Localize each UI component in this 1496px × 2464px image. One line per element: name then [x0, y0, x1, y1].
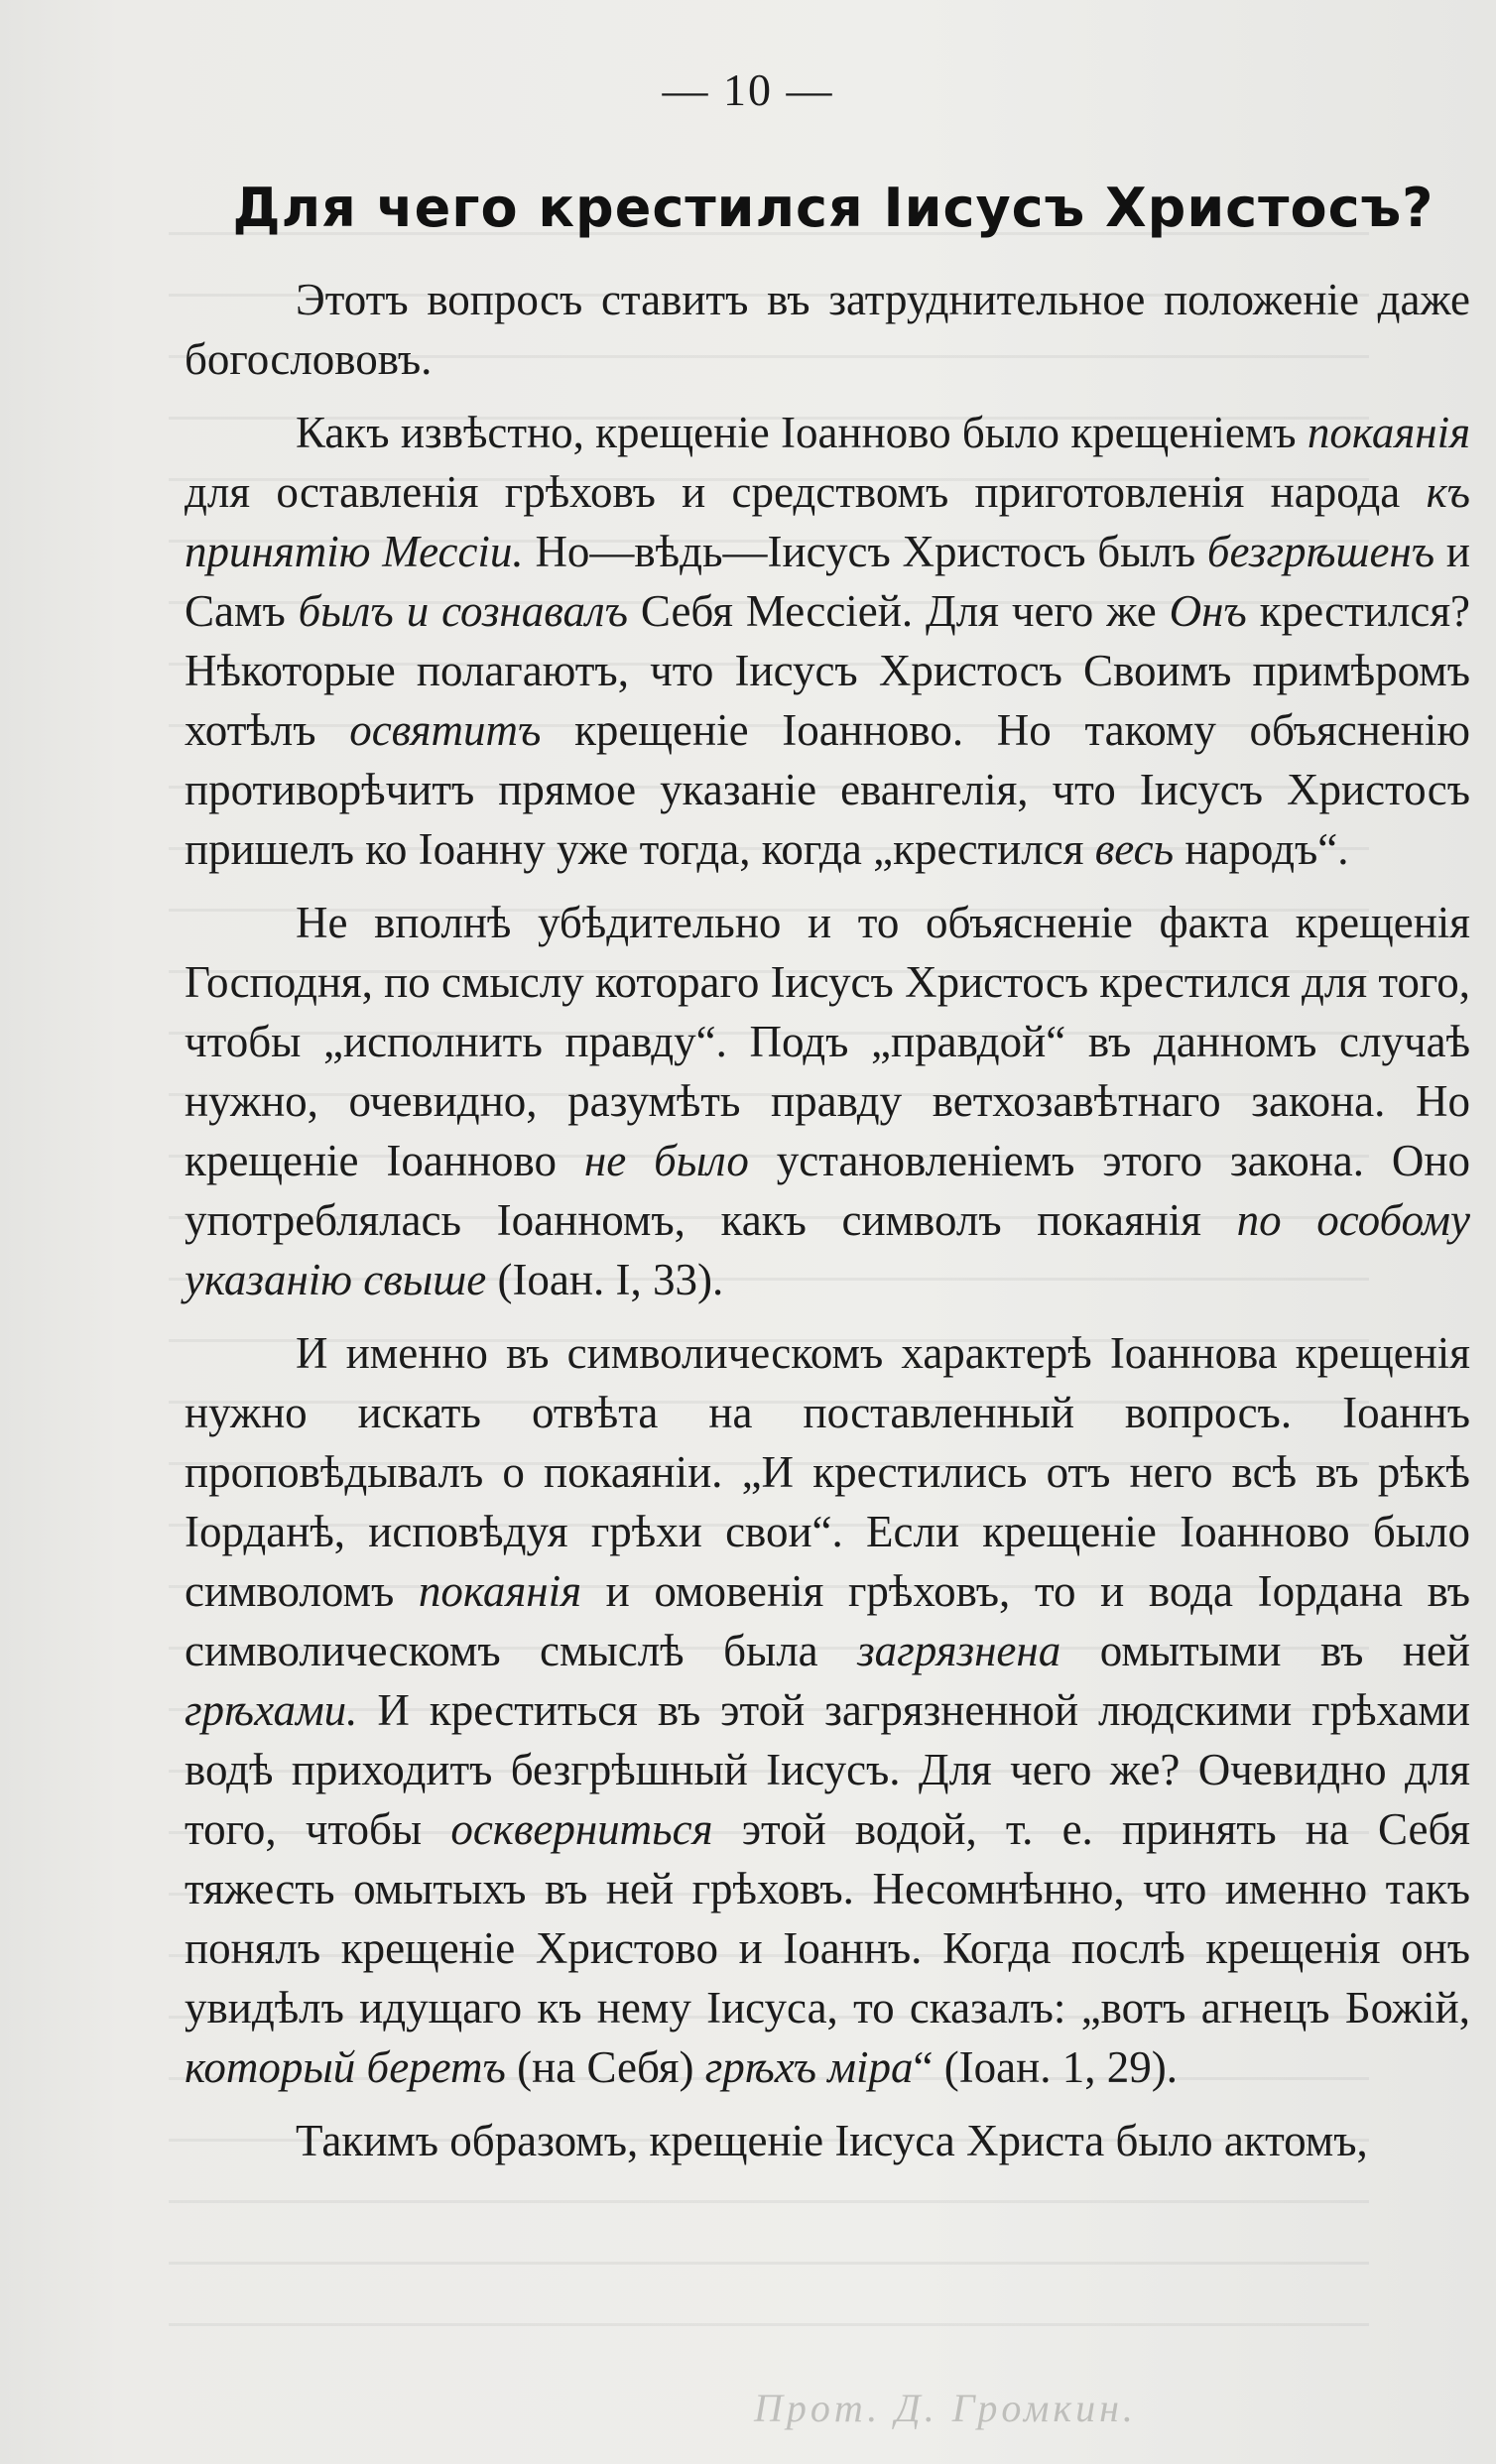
- text-run: крестился? Нѣкоторые полагаютъ, что Іисусъ Христосъ Своимъ примѣромъ хотѣлъ: [185, 586, 1471, 755]
- text-run: И креститься въ этой загрязненной людскими грѣхами водѣ приходитъ безгрѣшный Іисусъ. Для чего же? Очевидно для того, чтобы: [185, 1685, 1470, 1854]
- text-run: (на Себя): [505, 2042, 705, 2092]
- text-run: установленіемъ этого закона. Оно употреблялась Іоанномъ, какъ символъ покаянія: [185, 1136, 1470, 1245]
- text-run: и омовенія грѣховъ, то и вода Іордана въ символическомъ смыслѣ была: [185, 1566, 1470, 1675]
- paragraph-4: [185, 1323, 1470, 2097]
- italic-run: оскверниться: [450, 1804, 713, 1854]
- italic-run: не было: [583, 1136, 749, 1185]
- italic-run: грѣхъ міра: [704, 2042, 914, 2092]
- text-run: Этотъ вопросъ ставитъ въ затруднительное положеніе даже богослововъ.: [185, 275, 1470, 384]
- text-run: И именно въ символическомъ характерѣ Іоаннова крещенія нужно искать отвѣта на поставленный вопросъ. Іоаннъ проповѣдывалъ о покаяніи. „И крестились отъ него всѣ въ рѣкѣ Іорданѣ, исповѣдуя грѣхи свои“. Если крещеніе Іоанново было символомъ: [185, 1328, 1470, 1616]
- text-run: Такимъ образомъ, крещеніе Іисуса Христа было актомъ,: [296, 2116, 1368, 2165]
- paragraph-2: [185, 403, 1470, 879]
- italic-run: къ принятію Мессіи.: [185, 467, 1470, 576]
- text-run: омытыми въ ней: [1060, 1626, 1470, 1675]
- paragraph-5: [185, 2111, 1470, 2170]
- text-run: (Іоан. I, 33).: [486, 1255, 724, 1304]
- body-text: [185, 270, 1470, 2184]
- paragraph-3: [185, 893, 1470, 1309]
- italic-run: покаянія: [418, 1566, 581, 1616]
- text-run: народъ“.: [1174, 824, 1349, 874]
- page-title: Для чего крестился Іисусъ Христосъ?: [232, 177, 1434, 239]
- paragraph-1: [185, 270, 1470, 389]
- italic-run: покаянія: [1307, 408, 1470, 457]
- italic-run: грѣхами.: [185, 1685, 358, 1735]
- italic-run: безгрѣшенъ: [1206, 527, 1435, 576]
- text-run: крещеніе Іоанново. Но такому объясненію противорѣчитъ прямое указаніе евангелія, что Іисусъ Христосъ пришелъ ко Іоанну уже тогда, когда „крестился: [185, 705, 1470, 874]
- italic-run: весь: [1094, 824, 1175, 874]
- italic-run: Онъ: [1169, 586, 1247, 636]
- text-run: Не вполнѣ убѣдительно и то объясненіе факта крещенія Господня, по смыслу котораго Іисусъ Христосъ крестился для того, чтобы „исполнить правду“. Подъ „правдой“ въ данномъ случаѣ нужно, очевидно, разумѣть правду ветхозавѣтнаго закона. Но крещеніе Іоанново: [185, 898, 1470, 1185]
- italic-run: былъ и сознавалъ: [298, 586, 628, 636]
- italic-run: освятитъ: [349, 705, 542, 755]
- text-run: и Самъ: [185, 527, 1470, 636]
- text-run: Какъ извѣстно, крещеніе Іоанново было крещеніемъ: [296, 408, 1308, 457]
- page-number: — 10 —: [662, 64, 834, 115]
- italic-run: по особому указанію свыше: [185, 1195, 1470, 1304]
- text-run: этой водой, т. е. принять на Себя тяжесть омытыхъ въ ней грѣховъ. Несомнѣнно, что именно такъ понялъ крещеніе Христово и Іоаннъ. Когда послѣ крещенія онъ увидѣлъ идущаго къ нему Іисуса, то сказалъ: „вотъ агнецъ Божій,: [185, 1804, 1470, 2033]
- faint-stamp: Прот. Д. Громкин.: [754, 2386, 1137, 2430]
- text-run: для оставленія грѣховъ и средствомъ приготовленія народа: [185, 467, 1427, 517]
- text-run: “ (Іоан. 1, 29).: [913, 2042, 1178, 2092]
- italic-run: который беретъ: [185, 2042, 506, 2092]
- italic-run: загрязнена: [857, 1626, 1061, 1675]
- text-run: Но—вѣдь—Іисусъ Христосъ былъ: [523, 527, 1207, 576]
- text-run: Себя Мессіей. Для чего же: [627, 586, 1170, 636]
